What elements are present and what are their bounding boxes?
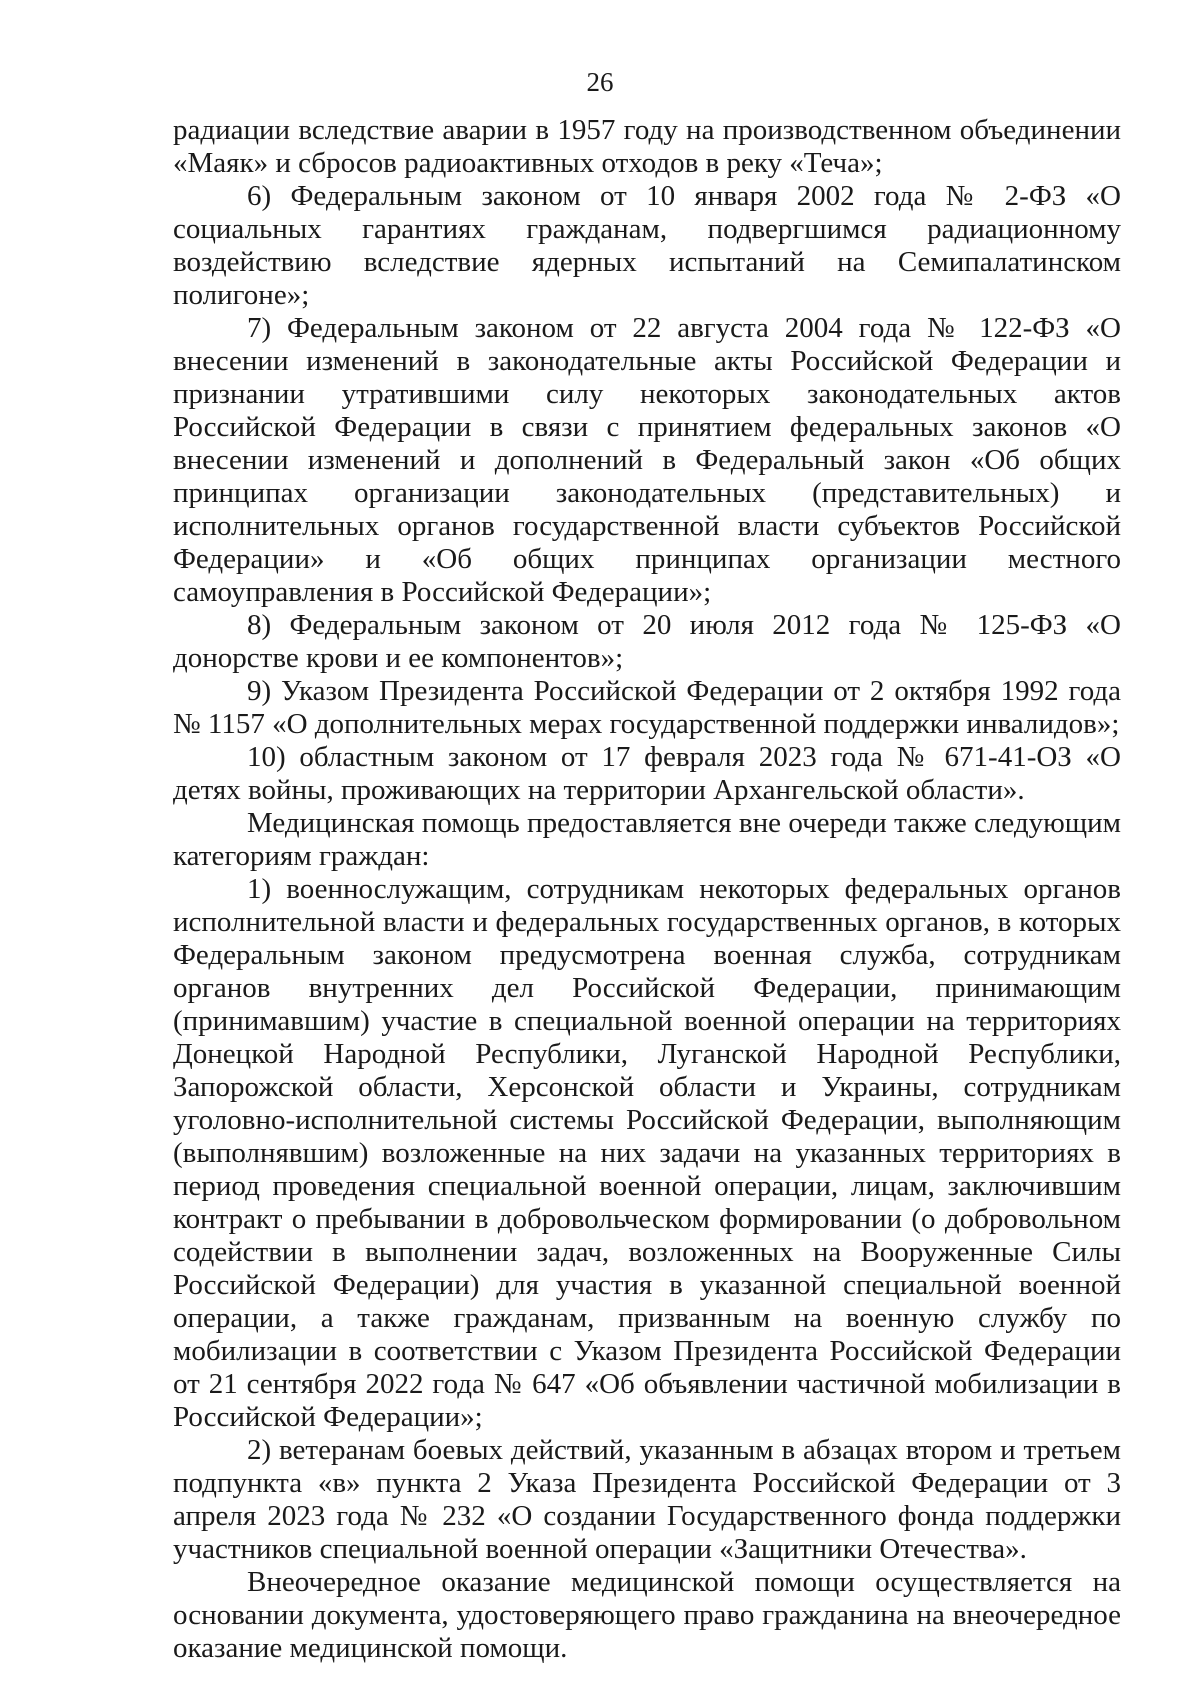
document-body bbox=[173, 114, 1121, 1665]
category-item-1: 1) военнослужащим, сотрудникам некоторых федеральных органов исполнительной власти и федеральных государственных органов, в которых Федеральным законом предусмотрена военная служба, сотрудникам органов внутренних дел Российской Федерации, принимающим (принимавшим) участие в специальной военной операции на территориях Донецкой Народной Республики, Луганской Народной Республики, Запорожской области, Херсонской области и Украины, сотрудникам уголовно-исполнительной системы Российской Федерации, выполняющим (выполнявшим) возложенные на них задачи на указанных территориях в период проведения специальной военной операции, лицам, заключившим контракт о пребывании в добровольческом формировании (о добровольном содействии в выполнении задач, возложенных на Вооруженные Силы Российской Федерации) для участия в указанной специальной военной операции, а также гражданам, призванным на военную службу по мобилизации в соответствии с Указом Президента Российской Федерации от 21 сентября 2022 года № 647 «Об объявлении частичной мобилизации в Российской Федерации»; bbox=[173, 873, 1121, 1433]
paragraph-intro: Медицинская помощь предоставляется вне очереди также следующим категориям граждан: bbox=[173, 807, 1121, 872]
paragraph-continuation: радиации вследствие аварии в 1957 году на производственном объединении «Маяк» и сбросов радиоактивных отходов в реку «Теча»; bbox=[173, 114, 1121, 179]
list-item-10: 10) областным законом от 17 февраля 2023 года № 671-41-ОЗ «О детях войны, проживающих на территории Архангельской области». bbox=[173, 741, 1121, 806]
list-item-8: 8) Федеральным законом от 20 июля 2012 года № 125-ФЗ «О донорстве крови и ее компонентов»; bbox=[173, 609, 1121, 674]
list-item-7: 7) Федеральным законом от 22 августа 2004 года № 122-ФЗ «О внесении изменений в законодательные акты Российской Федерации и признании утратившими силу некоторых законодательных актов Российской Федерации в связи с принятием федеральных законов «О внесении изменений и дополнений в Федеральный закон «Об общих принципах организации законодательных (представительных) и исполнительных органов государственной власти субъектов Российской Федерации» и «Об общих принципах организации местного самоуправления в Российской Федерации»; bbox=[173, 312, 1121, 608]
paragraph-final: Внеочередное оказание медицинской помощи осуществляется на основании документа, удостоверяющего право гражданина на внеочередное оказание медицинской помощи. bbox=[173, 1566, 1121, 1664]
list-item-9: 9) Указом Президента Российской Федерации от 2 октября 1992 года № 1157 «О дополнительных мерах государственной поддержки инвалидов»; bbox=[173, 675, 1121, 740]
category-item-2: 2) ветеранам боевых действий, указанным в абзацах втором и третьем подпункта «в» пункта 2 Указа Президента Российской Федерации от 3 апреля 2023 года № 232 «О создании Государственного фонда поддержки участников специальной военной операции «Защитники Отечества». bbox=[173, 1434, 1121, 1565]
list-item-6: 6) Федеральным законом от 10 января 2002 года № 2-ФЗ «О социальных гарантиях гражданам, подвергшимся радиационному воздействию вследствие ядерных испытаний на Семипалатинском полигоне»; bbox=[173, 180, 1121, 311]
page-number: 26 bbox=[586, 67, 614, 97]
